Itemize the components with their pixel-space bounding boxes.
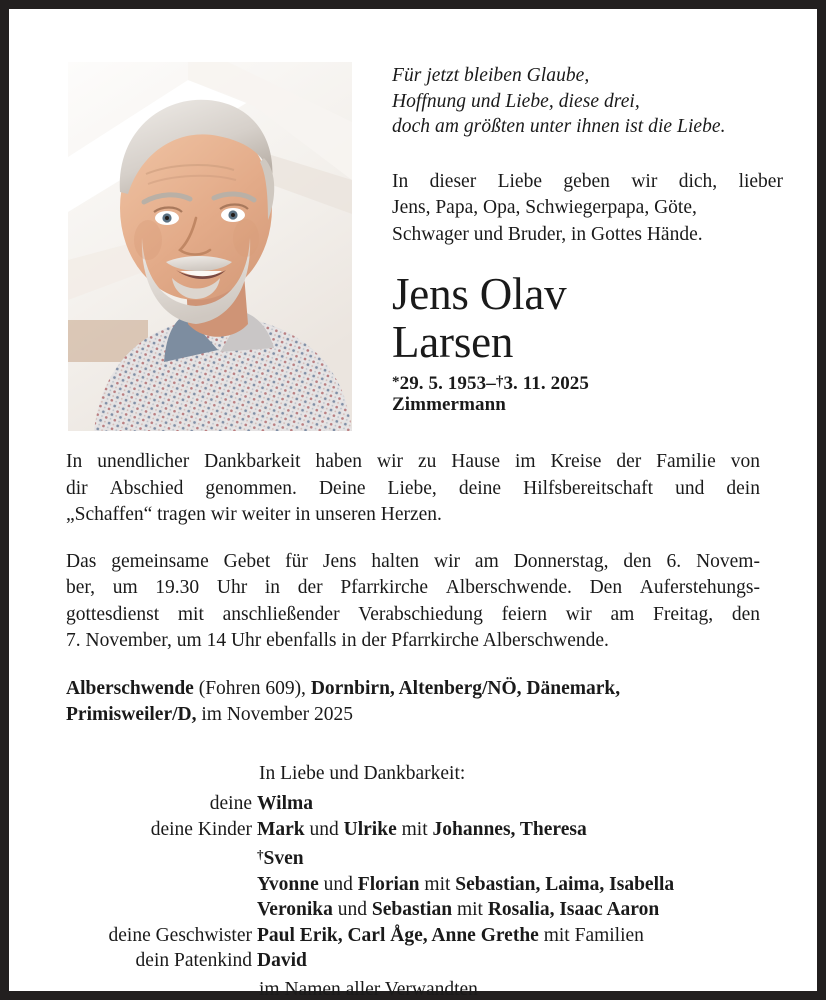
family-name: Wilma bbox=[257, 793, 313, 814]
family-connector: mit Familien bbox=[538, 924, 644, 946]
places-line-1 bbox=[66, 676, 760, 703]
word: haben bbox=[315, 451, 363, 472]
word: deine bbox=[458, 477, 502, 499]
family-names bbox=[257, 948, 817, 974]
family-row bbox=[9, 817, 817, 843]
deceased-surname: Larsen bbox=[392, 317, 514, 367]
word: lieber bbox=[738, 170, 783, 192]
word: Jens bbox=[322, 550, 357, 572]
paragraph-gratitude bbox=[66, 449, 760, 529]
deceased-cross-icon: † bbox=[257, 847, 264, 862]
word: ber, bbox=[66, 577, 95, 598]
word: zu bbox=[417, 451, 437, 472]
family-row bbox=[9, 791, 817, 817]
word: mit bbox=[177, 603, 204, 625]
word: gottesdienst bbox=[66, 603, 160, 625]
word: Liebe, bbox=[387, 477, 437, 499]
family-name: Yvonne bbox=[257, 873, 319, 895]
word: Freitag, bbox=[653, 603, 714, 625]
gratitude-line-2 bbox=[66, 476, 760, 503]
family-name: Paul Erik, Carl Åge, Anne Grethe bbox=[257, 924, 539, 946]
places-and-date bbox=[66, 676, 760, 729]
word: den bbox=[623, 550, 652, 572]
place-primisweiler: Primisweiler/D, bbox=[66, 704, 197, 725]
word: der bbox=[616, 451, 642, 472]
word: wir bbox=[433, 550, 460, 572]
places-line-2 bbox=[66, 702, 760, 729]
word: Uhr bbox=[216, 577, 248, 598]
word: um bbox=[112, 577, 138, 598]
birth-star-icon: * bbox=[392, 374, 400, 390]
services-line-4: 7. November, um 14 Uhr ebenfalls in der Pfarrkirche Alberschwende. bbox=[66, 630, 609, 651]
family-connector: und bbox=[304, 818, 344, 840]
family-name: Ulrike bbox=[343, 818, 397, 840]
dedication-line-2: Jens, Papa, Opa, Schwiegerpapa, Göte, bbox=[392, 197, 697, 218]
family-name: David bbox=[257, 950, 307, 971]
family-name: Veronika bbox=[257, 899, 333, 920]
occupation: Zimmermann bbox=[392, 394, 506, 415]
family-relation-label: deine Geschwister bbox=[108, 924, 252, 946]
family-connector: und bbox=[318, 873, 358, 895]
word: Gebet bbox=[223, 550, 271, 572]
header-text-column bbox=[392, 9, 783, 416]
verse-line-2: Hoffnung und Liebe, diese drei, bbox=[392, 90, 640, 112]
family-row bbox=[9, 897, 817, 923]
family-relation-label: deine bbox=[209, 793, 252, 814]
word: Novem- bbox=[696, 550, 760, 572]
dedication-line-3: Schwager und Bruder, in Gottes Hände. bbox=[392, 223, 703, 245]
family-names bbox=[257, 872, 817, 898]
word: im bbox=[514, 451, 536, 472]
word: Abschied bbox=[109, 477, 184, 499]
verse-line-1: Für jetzt bleiben Glaube, bbox=[392, 65, 590, 86]
word: Alberschwende. bbox=[445, 577, 572, 598]
word: geben bbox=[563, 170, 610, 192]
word: feiern bbox=[501, 603, 548, 625]
gratitude-line-1 bbox=[66, 449, 760, 476]
word: am bbox=[474, 550, 499, 572]
family-connector: mit bbox=[419, 873, 456, 895]
word: Hilfsbereitschaft bbox=[523, 477, 654, 499]
word: genommen. bbox=[205, 477, 297, 499]
death-cross-icon: † bbox=[495, 374, 504, 390]
word: unendlicher bbox=[97, 451, 190, 472]
portrait-photo bbox=[68, 62, 352, 431]
family-names bbox=[257, 817, 817, 843]
family-footer: im Namen aller Verwandten bbox=[259, 978, 478, 1000]
family-name: Florian bbox=[357, 873, 420, 895]
death-date: 3. 11. 2025 bbox=[503, 373, 589, 394]
services-line-3 bbox=[66, 602, 760, 629]
word: dir bbox=[66, 477, 88, 499]
family-rows bbox=[9, 791, 817, 974]
word: halten bbox=[371, 550, 420, 572]
word: 19.30 bbox=[155, 577, 200, 598]
word: der bbox=[297, 577, 323, 598]
notice-month-year: im November 2025 bbox=[196, 704, 354, 725]
family-names bbox=[257, 923, 817, 949]
paragraph-services bbox=[66, 549, 760, 655]
word: Hause bbox=[451, 451, 501, 472]
portrait-illustration bbox=[68, 62, 352, 431]
family-row bbox=[9, 872, 817, 898]
family-relation-label: dein Patenkind bbox=[135, 950, 252, 971]
family-name: Sebastian bbox=[371, 899, 453, 920]
word: Verabschiedung bbox=[358, 603, 483, 625]
word: Auferstehungs- bbox=[639, 577, 760, 598]
family-names bbox=[257, 791, 817, 817]
family-connector: mit bbox=[452, 899, 488, 920]
word: und bbox=[675, 477, 705, 499]
family-relation-label: deine Kinder bbox=[150, 818, 252, 840]
word: anschließender bbox=[222, 603, 340, 625]
word: In bbox=[392, 170, 409, 192]
dedication-line-1 bbox=[392, 169, 783, 196]
word: von bbox=[730, 451, 760, 472]
family-connector: und bbox=[332, 899, 372, 920]
family-row bbox=[9, 948, 817, 974]
header-block bbox=[9, 9, 817, 434]
verse-line-3: doch am größten unter ihnen ist die Liebe. bbox=[392, 116, 726, 137]
word: Donnerstag, bbox=[513, 550, 609, 572]
word: den bbox=[731, 603, 760, 625]
obituary-page bbox=[9, 9, 817, 1000]
word: 6. bbox=[666, 550, 682, 572]
family-list bbox=[9, 761, 817, 1003]
word: dein bbox=[726, 477, 760, 499]
word: Das bbox=[66, 550, 97, 572]
gratitude-line-3: „Schaffen“ tragen wir weiter in unseren Herzen. bbox=[66, 504, 442, 525]
family-name: Mark bbox=[257, 818, 305, 840]
word: wir bbox=[565, 603, 592, 625]
word: Pfarrkirche bbox=[340, 577, 429, 598]
word: dich, bbox=[678, 170, 718, 192]
word: Familie bbox=[656, 451, 716, 472]
family-name: Sven bbox=[263, 848, 304, 869]
word: Kreise bbox=[550, 451, 602, 472]
date-separator: – bbox=[486, 373, 496, 394]
services-line-1 bbox=[66, 549, 760, 576]
word: am bbox=[610, 603, 635, 625]
family-heading: In Liebe und Dankbarkeit: bbox=[259, 763, 466, 784]
family-connector: mit bbox=[396, 818, 433, 840]
family-name: Sebastian, Laima, Isabella bbox=[455, 873, 675, 895]
place-alberschwende: Alberschwende bbox=[66, 677, 194, 699]
life-dates bbox=[392, 372, 783, 394]
word: in bbox=[264, 577, 281, 598]
place-detail-fohren: (Fohren 609), bbox=[193, 677, 311, 699]
word: Dankbarkeit bbox=[204, 451, 301, 472]
family-names bbox=[257, 897, 817, 923]
services-line-2 bbox=[66, 575, 760, 602]
verse-quote bbox=[392, 63, 783, 140]
family-row bbox=[9, 923, 817, 949]
deceased-name-block bbox=[392, 270, 783, 416]
places-additional: Dornbirn, Altenberg/NÖ, Dänemark, bbox=[310, 677, 621, 699]
dedication-text bbox=[392, 169, 783, 249]
body-text-area bbox=[66, 449, 760, 729]
word: Den bbox=[589, 577, 623, 598]
word: In bbox=[66, 451, 83, 472]
family-row bbox=[9, 842, 817, 872]
word: wir bbox=[377, 451, 403, 472]
deceased-given-names: Jens Olav bbox=[392, 269, 567, 319]
word: wir bbox=[631, 170, 658, 192]
birth-date: 29. 5. 1953 bbox=[399, 373, 487, 394]
word: für bbox=[285, 550, 308, 572]
word: Liebe bbox=[497, 170, 542, 192]
family-names bbox=[257, 842, 817, 872]
family-name: Johannes, Theresa bbox=[432, 818, 587, 840]
family-name: Rosalia, Isaac Aaron bbox=[487, 899, 660, 920]
word: Deine bbox=[318, 477, 366, 499]
word: dieser bbox=[429, 170, 477, 192]
word: gemeinsame bbox=[111, 550, 209, 572]
